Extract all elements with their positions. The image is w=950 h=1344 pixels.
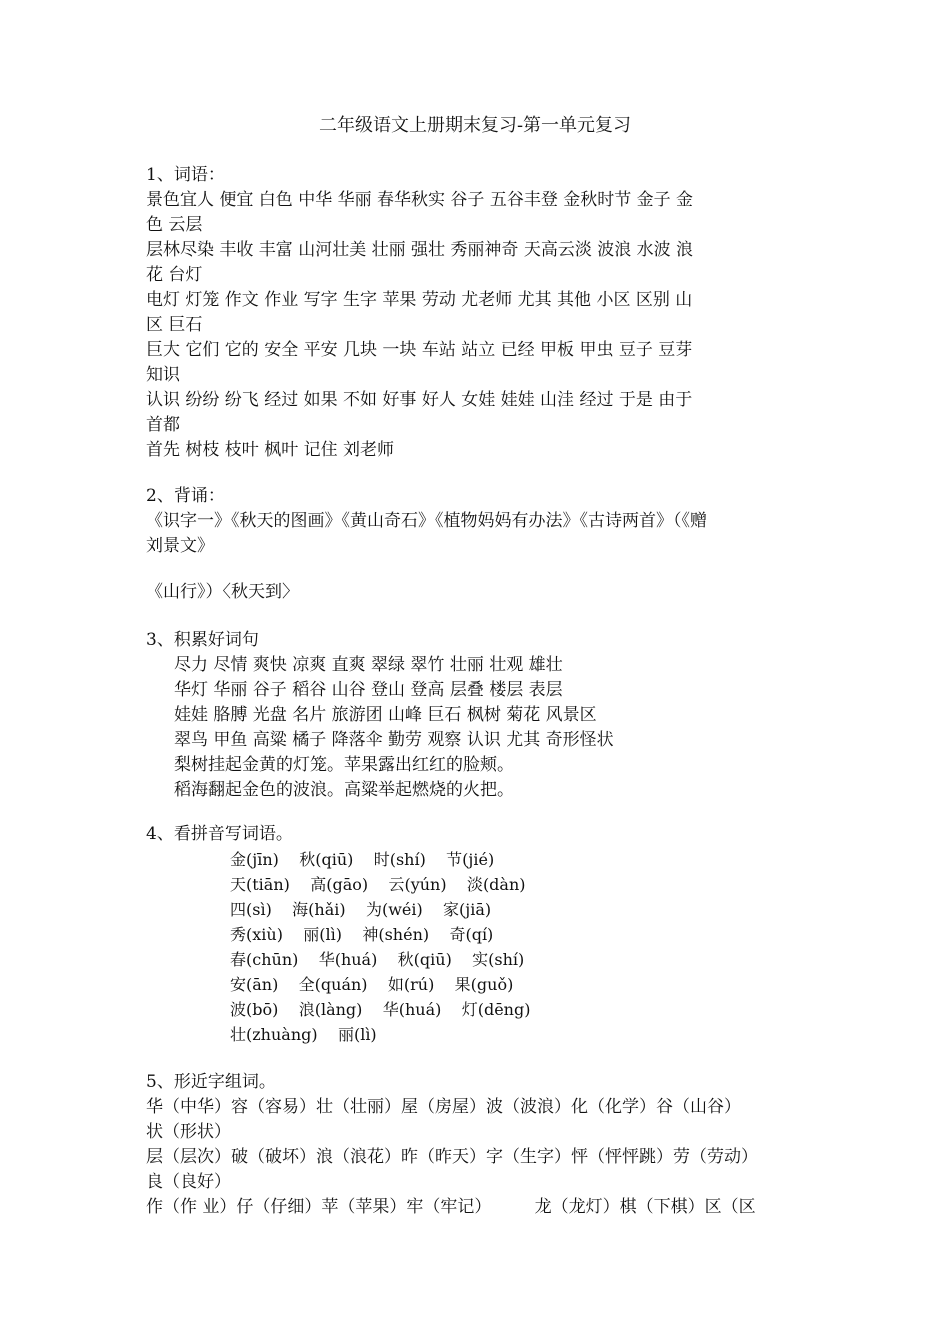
- pinyin-line: 金(jīn) 秋(qiū) 时(shí) 节(jié): [230, 850, 495, 869]
- text-line: 区 巨石: [146, 315, 203, 335]
- section-recitation: [146, 484, 810, 559]
- text-line: 作（作 业）仔（仔细）苹（苹果）牢（牢记） 龙（龙灯）棋（下棋）区（区: [146, 1197, 756, 1217]
- text-line: 知识: [146, 365, 180, 385]
- text-line: 景色宜人 便宜 白色 中华 华丽 春华秋实 谷子 五谷丰登 金秋时节 金子 金: [146, 190, 694, 210]
- section-pinyin: [146, 822, 810, 1047]
- text-line: 花 台灯: [146, 265, 203, 285]
- pinyin-line: 波(bō) 浪(làng) 华(huá) 灯(dēng): [230, 1000, 531, 1019]
- text-line: 层林尽染 丰收 丰富 山河壮美 壮丽 强壮 秀丽神奇 天高云淡 波浪 水波 浪: [146, 240, 694, 260]
- section-heading: 3、积累好词句: [146, 630, 259, 650]
- document-title: 二年级语文上册期末复习-第一单元复习: [318, 115, 632, 136]
- text-line: 色 云层: [146, 215, 203, 235]
- text-line: 梨树挂起金黄的灯笼。苹果露出红红的脸颊。: [174, 755, 514, 775]
- text-line: 首先 树枝 枝叶 枫叶 记住 刘老师: [146, 440, 395, 460]
- text-line: 良（良好）: [146, 1172, 231, 1192]
- section-heading: 4、看拼音写词语。: [146, 824, 293, 844]
- section-good-phrases: [146, 628, 810, 803]
- text-line: 《山行》）〈秋天到〉: [146, 582, 299, 602]
- pinyin-line: 安(ān) 全(quán) 如(rú) 果(guǒ): [230, 975, 514, 994]
- text-line: 认识 纷纷 纷飞 经过 如果 不如 好事 好人 女娃 娃娃 山洼 经过 于是 由于: [146, 390, 693, 410]
- text-line: 尽力 尽情 爽快 凉爽 直爽 翠绿 翠竹 壮丽 壮观 雄壮: [174, 655, 563, 675]
- text-line: 状（形状）: [146, 1122, 231, 1142]
- pinyin-line: 壮(zhuàng) 丽(lì): [230, 1025, 377, 1044]
- section-recitation-continued: [146, 580, 810, 605]
- pinyin-line: 秀(xiù) 丽(lì) 神(shén) 奇(qí): [230, 925, 494, 944]
- text-line: 稻海翻起金色的波浪。高粱举起燃烧的火把。: [174, 780, 514, 800]
- section-heading: 1、词语：: [146, 165, 225, 185]
- text-line: 层（层次）破（破坏）浪（浪花）昨（昨天）字（生字）怦（怦怦跳）劳（劳动）: [146, 1147, 758, 1167]
- text-line: 首都: [146, 415, 180, 435]
- section-heading: 2、背诵：: [146, 486, 225, 506]
- text-line: 《识字一》《秋天的图画》《黄山奇石》《植物妈妈有办法》《古诗两首》（《赠: [146, 511, 707, 531]
- pinyin-line: 四(sì) 海(hǎi) 为(wéi) 家(jiā): [230, 900, 492, 919]
- text-line: 刘景文》: [146, 536, 214, 556]
- text-line: 娃娃 胳膊 光盘 名片 旅游团 山峰 巨石 枫树 菊花 风景区: [174, 705, 597, 725]
- text-line: 电灯 灯笼 作文 作业 写字 生字 苹果 劳动 尤老师 尤其 其他 小区 区别 山: [146, 290, 693, 310]
- text-line: 华灯 华丽 谷子 稻谷 山谷 登山 登高 层叠 楼层 表层: [174, 680, 563, 700]
- section-heading: 5、形近字组词。: [146, 1072, 276, 1092]
- section-vocabulary: [146, 163, 810, 463]
- text-line: 巨大 它们 它的 安全 平安 几块 一块 车站 站立 已经 甲板 甲虫 豆子 豆芽: [146, 340, 693, 360]
- pinyin-line: 天(tiān) 高(gāo) 云(yún) 淡(dàn): [230, 875, 526, 894]
- text-line: 翠鸟 甲鱼 高粱 橘子 降落伞 勤劳 观察 认识 尤其 奇形怪状: [174, 730, 614, 750]
- pinyin-line: 春(chūn) 华(huá) 秋(qiū) 实(shí): [230, 950, 525, 969]
- text-line: 华（中华）容（容易）壮（壮丽）屋（房屋）波（波浪）化（化学）谷（山谷）: [146, 1097, 741, 1117]
- section-similar-characters: [146, 1070, 810, 1220]
